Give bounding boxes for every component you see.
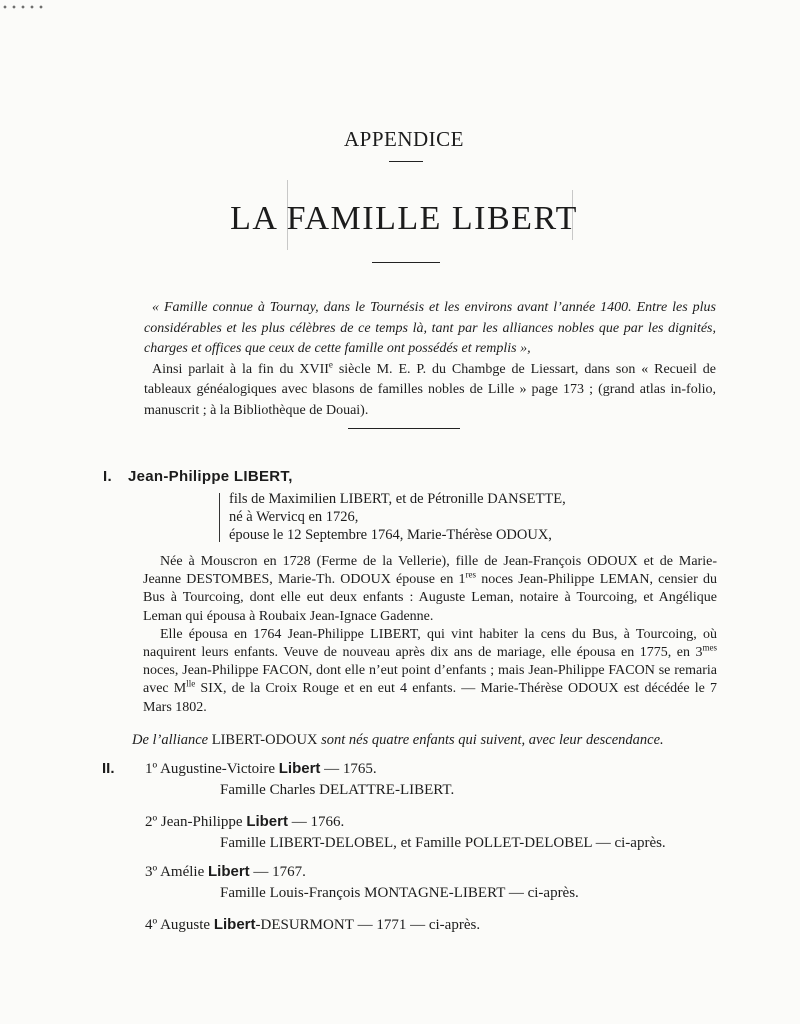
intro-source: Ainsi parlait à la fin du XVIIe siècle M. E. P. du Chambge de Liessart, dans son « Recueil de tableaux généalogiques avec blasons de familles nobles de Lille » page 173 ; (grand atlas in-folio, manuscrit ; à la Bibliothèque de Douai). <box>144 358 717 418</box>
divider <box>372 262 440 263</box>
person-details <box>229 490 566 544</box>
biography <box>143 553 717 717</box>
intro-quote: « Famille connue à Tournay, dans le Tournésis et les environs avant l’année 1400. Entre les plus considérables et les plus célèbres de ce temps là, tant par les alliances nobles que par les dignités, charges et offices que ceux de cette famille ont possédés et remplis », <box>144 300 716 356</box>
detail-line: né à Wervicq en 1726, <box>229 509 359 525</box>
child-family: Famille Charles DELATTRE-LIBERT. <box>220 782 455 798</box>
child-entry: 3º Amélie Libert — 1767. Famille Louis-François MONTAGNE-LIBERT — ci-après. <box>145 863 579 901</box>
child-entry: 4º Auguste Libert-DESURMONT — 1771 — ci-après. <box>145 916 481 933</box>
bio-paragraph: Née à Mouscron en 1728 (Ferme de la Vellerie), fille de Jean-François ODOUX et de Marie-Jeanne DESTOMBES, Marie-Th. ODOUX épouse en 1res noces Jean-Philippe LEMAN, censier du Bus à Tourcoing, dont elle eut deux enfants : Auguste Leman, notaire à Tourcoing, et Angélique Leman qui épousa à Roubaix Jean-Ignace Gadenne. <box>143 554 718 624</box>
scan-speck <box>2 4 44 10</box>
divider <box>348 428 460 429</box>
detail-line: épouse le 12 Septembre 1764, Marie-Thérèse ODOUX, <box>229 527 552 543</box>
child-family: Famille LIBERT-DELOBEL, et Famille POLLET-DELOBEL — ci-après. <box>220 835 666 851</box>
person-name: Jean-Philippe LIBERT, <box>128 468 293 485</box>
alliance-note: De l’alliance LIBERT-ODOUX sont nés quatre enfants qui suivent, avec leur descendance. <box>132 732 664 748</box>
bio-paragraph: Elle épousa en 1764 Jean-Philippe LIBERT, qui vint habiter la cens du Bus, à Tourcoing, où naquirent leurs enfants. Veuve de nouveau après dix ans de mariage, elle épousa en 1775, en $3^{mes}$ noces, Jean-Philippe FACON, dont elle n’eut point d’enfants ; mais Jean-Philippe FACON se remaria avec $M^{lle}$ SIX, de la Croix Rouge et en eut 4 enfants. — Marie-Thérèse ODOUX est décédée le 7 Mars 1802. <box>143 626 717 715</box>
intro-block <box>144 298 716 421</box>
divider <box>389 161 423 162</box>
section-one-header <box>103 468 293 485</box>
page-title: LA FAMILLE LIBERT <box>230 200 578 237</box>
child-entry: 1º Augustine-Victoire Libert — 1765. Famille Charles DELATTRE-LIBERT. <box>145 760 455 798</box>
detail-bracket <box>219 493 220 542</box>
section-two-numeral: II. <box>102 760 115 777</box>
section-numeral: I. <box>103 468 112 485</box>
child-entry: 2º Jean-Philippe Libert — 1766. Famille LIBERT-DELOBEL, et Famille POLLET-DELOBEL — ci-après. <box>145 813 666 851</box>
detail-line: fils de Maximilien LIBERT, et de Pétronille DANSETTE, <box>229 491 566 507</box>
child-family: Famille Louis-François MONTAGNE-LIBERT — ci-après. <box>220 885 579 901</box>
appendice-heading: APPENDICE <box>343 127 464 151</box>
